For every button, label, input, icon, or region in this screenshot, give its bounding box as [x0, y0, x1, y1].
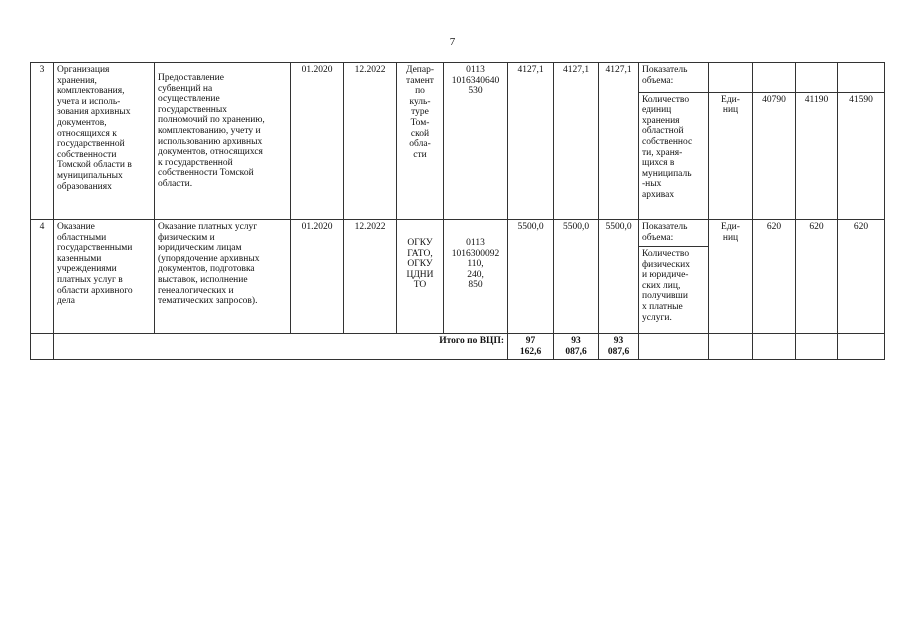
- empty-cell: [796, 63, 838, 93]
- budget-code: 0113 1016340640 530: [444, 63, 508, 220]
- value-year-2: 4127,1: [554, 63, 599, 220]
- empty-cell: [796, 334, 838, 360]
- indicator-unit: Еди- ниц: [709, 92, 753, 219]
- indicator-year-1: 40790: [753, 92, 796, 219]
- total-label: Итого по ВЦП:: [54, 334, 508, 360]
- empty-cell: [838, 63, 885, 93]
- start-date: 01.2020: [291, 63, 344, 220]
- empty-cell: [709, 334, 753, 360]
- executor: Депар- тамент по куль- туре Том- ской обла- сти: [397, 63, 444, 220]
- total-year-2: 93 087,6: [554, 334, 599, 360]
- total-year-3: 93 087,6: [599, 334, 639, 360]
- indicator-year-3: 620: [838, 220, 885, 334]
- indicator-unit: Еди- ниц: [709, 220, 753, 334]
- indicator-name: Количество единиц хранения областной собственнос ти, храня- щихся в муниципаль -ных архивах: [639, 92, 709, 219]
- value-year-3: 5500,0: [599, 220, 639, 334]
- total-year-1: 97 162,6: [508, 334, 554, 360]
- indicator-year-2: 620: [796, 220, 838, 334]
- activity-name: Организация хранения, комплектования, учета и исполь- зования архивных документов, относящихся к государственной собственности Томской области в муниципальных образованиях: [54, 63, 155, 220]
- row-number: 3: [31, 63, 54, 220]
- total-row: [31, 334, 885, 360]
- row-number: 4: [31, 220, 54, 334]
- value-year-1: 4127,1: [508, 63, 554, 220]
- activity-description: Предоставление субвенций на осуществление государственных полномочий по хранению, комплектованию, учету и использованию архивных документов, относящихся к государственной собственности Томской области.: [155, 63, 291, 220]
- empty-cell: [709, 63, 753, 93]
- table-row: [31, 220, 885, 247]
- indicator-heading: Показатель объема:: [639, 63, 709, 93]
- empty-cell: [639, 334, 709, 360]
- value-year-3: 4127,1: [599, 63, 639, 220]
- budget-code: 0113 1016300092 110, 240, 850: [444, 220, 508, 334]
- end-date: 12.2022: [344, 63, 397, 220]
- value-year-2: 5500,0: [554, 220, 599, 334]
- table-row: [31, 63, 885, 93]
- indicator-name: Количество физических и юридиче- ских лиц, получивши х платные услуги.: [639, 247, 709, 334]
- program-table: [30, 62, 885, 360]
- empty-cell: [753, 334, 796, 360]
- indicator-year-1: 620: [753, 220, 796, 334]
- indicator-year-3: 41590: [838, 92, 885, 219]
- activity-description: Оказание платных услуг физическим и юридическим лицам (упорядочение архивных документов, подготовка выставок, исполнение генеалогических и тематических запросов).: [155, 220, 291, 334]
- empty-cell: [31, 334, 54, 360]
- page-number: 7: [449, 36, 456, 48]
- empty-cell: [753, 63, 796, 93]
- executor: ОГКУ ГАТО, ОГКУ ЦДНИ ТО: [397, 220, 444, 334]
- indicator-heading: Показатель объема:: [639, 220, 709, 247]
- value-year-1: 5500,0: [508, 220, 554, 334]
- start-date: 01.2020: [291, 220, 344, 334]
- indicator-year-2: 41190: [796, 92, 838, 219]
- empty-cell: [838, 334, 885, 360]
- end-date: 12.2022: [344, 220, 397, 334]
- activity-name: Оказание областными государственными казенными учреждениями платных услуг в области архивного дела: [54, 220, 155, 334]
